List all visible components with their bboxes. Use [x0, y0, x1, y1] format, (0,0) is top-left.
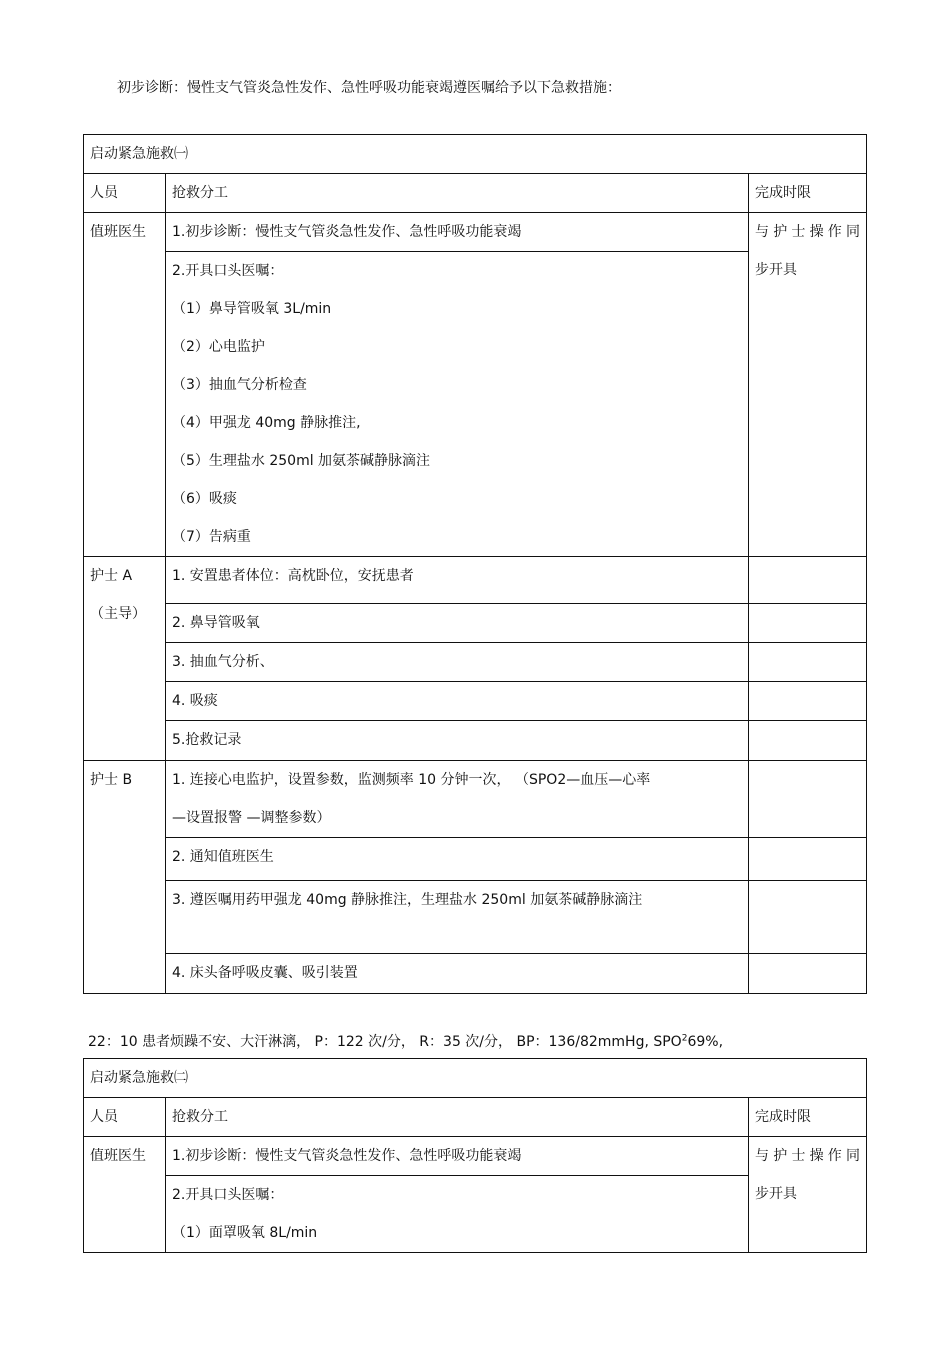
vitals-subscript: 2	[681, 1033, 688, 1044]
doctor-task-1: 1.初步诊断：慢性支气管炎急性发作、急性呼吸功能衰竭	[166, 213, 749, 252]
header-time-limit: 完成时限	[749, 1098, 867, 1137]
emergency-table-1	[83, 134, 867, 994]
table1-title: 启动紧急施救㈠	[84, 135, 867, 174]
emergency-table-2	[83, 1058, 867, 1253]
nurse-b-role: 护士 B	[90, 772, 133, 788]
nurse-a-task: 4. 吸痰	[166, 682, 749, 721]
nurse-b-task-2: 2. 通知值班医生	[166, 838, 749, 881]
nurse-a-role-note: （主导）	[90, 606, 146, 622]
table2-title: 启动紧急施救㈡	[84, 1059, 867, 1098]
doctor-role-cell	[84, 213, 166, 557]
order-line: 2.开具口头医嘱：	[172, 1187, 284, 1203]
nurse-b-time	[749, 761, 867, 838]
nurse-a-time	[749, 557, 867, 604]
nurse-b-task-1	[166, 761, 749, 838]
vitals-line	[88, 1031, 723, 1051]
nurse-a-task: 5.抢救记录	[166, 721, 749, 761]
nurse-a-task: 2. 鼻导管吸氧	[166, 604, 749, 643]
order-line: （2）心电监护	[172, 339, 265, 355]
order-line: 2.开具口头医嘱：	[172, 263, 284, 279]
order-line: （6）吸痰	[172, 491, 237, 507]
doctor-time-line-2: 步开具	[755, 262, 797, 278]
order-line: （7）告病重	[172, 529, 251, 545]
nurse-b-task-3: 3. 遵医嘱用药甲强龙 40mg 静脉推注，生理盐水 250ml 加氨茶碱静脉滴注	[166, 881, 749, 954]
nurse-a-task: 1. 安置患者体位：高枕卧位，安抚患者	[166, 557, 749, 604]
nurse-b-time	[749, 954, 867, 994]
nurse-a-time	[749, 604, 867, 643]
vitals-text: 22：10 患者烦躁不安、大汗淋漓， P：122 次/分， R：35 次/分， BP：136/82mmHg, SPO	[88, 1034, 682, 1050]
order-line: （1）面罩吸氧 8L/min	[172, 1225, 318, 1241]
header-duty: 抢救分工	[166, 1098, 749, 1137]
nurse-a-time	[749, 721, 867, 761]
header-personnel: 人员	[84, 1098, 166, 1137]
nurse-b-task-1-line-1: 1. 连接心电监护，设置参数，监测频率 10 分钟一次， （SPO2—血压—心率	[172, 772, 651, 788]
doctor-time-line-1: 与护士操作同	[755, 224, 860, 240]
nurse-b-time	[749, 881, 867, 954]
doctor-task-1: 1.初步诊断：慢性支气管炎急性发作、急性呼吸功能衰竭	[166, 1137, 749, 1176]
order-line: （5）生理盐水 250ml 加氨茶碱静脉滴注	[172, 453, 431, 469]
nurse-a-role: 护士 A	[90, 568, 133, 584]
nurse-a-time	[749, 682, 867, 721]
doctor-role: 值班医生	[90, 1148, 146, 1164]
doctor-role-cell	[84, 1137, 166, 1253]
doctor-time-line-2: 步开具	[755, 1186, 797, 1202]
nurse-b-role-cell	[84, 761, 166, 994]
order-line: （4）甲强龙 40mg 静脉推注,	[172, 415, 361, 431]
doctor-role: 值班医生	[90, 224, 146, 240]
doctor-time-cell	[749, 213, 867, 557]
nurse-b-task-4: 4. 床头备呼吸皮囊、吸引装置	[166, 954, 749, 994]
order-line: （3）抽血气分析检查	[172, 377, 307, 393]
header-personnel: 人员	[84, 174, 166, 213]
doctor-time-cell	[749, 1137, 867, 1253]
nurse-a-role-cell	[84, 557, 166, 761]
vitals-spo2-value: 69%,	[687, 1034, 724, 1050]
doctor-task-2	[166, 252, 749, 557]
header-time-limit: 完成时限	[749, 174, 867, 213]
doctor-time-line-1: 与护士操作同	[755, 1148, 860, 1164]
header-duty: 抢救分工	[166, 174, 749, 213]
nurse-a-time	[749, 643, 867, 682]
intro-diagnosis-text: 初步诊断：慢性支气管炎急性发作、急性呼吸功能衰竭遵医嘱给予以下急救措施：	[117, 80, 621, 96]
order-line: （1）鼻导管吸氧 3L/min	[172, 301, 332, 317]
doctor-task-2	[166, 1176, 749, 1253]
nurse-a-task: 3. 抽血气分析、	[166, 643, 749, 682]
nurse-b-task-1-line-2: —设置报警 —调整参数）	[172, 810, 331, 826]
nurse-b-time	[749, 838, 867, 881]
